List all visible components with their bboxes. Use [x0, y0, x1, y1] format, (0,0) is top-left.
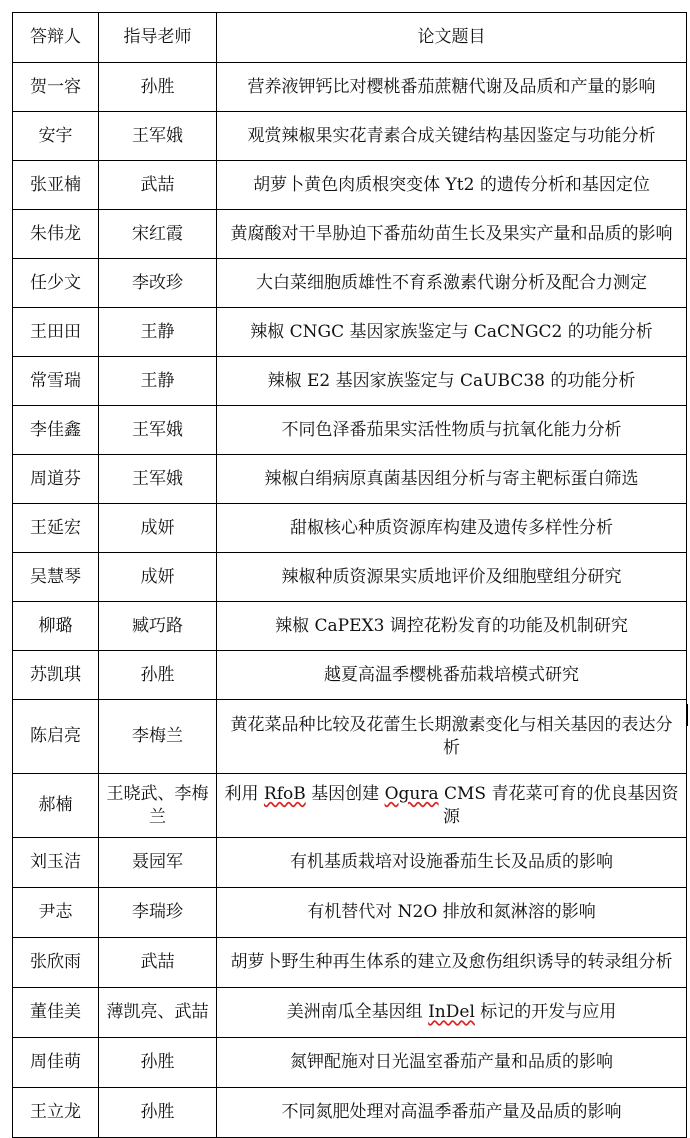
table-row	[13, 700, 687, 774]
title-cell: 不同氮肥处理对高温季番茄产量及品质的影响	[217, 1088, 687, 1138]
advisor-cell: 薄凯亮、武喆	[99, 988, 217, 1038]
title-cell: 辣椒 E2 基因家族鉴定与 CaUBC38 的功能分析	[217, 357, 687, 406]
title-cell: 辣椒白绢病原真菌基因组分析与寄主靶标蛋白筛选	[217, 455, 687, 504]
table-row	[13, 838, 687, 888]
table-row	[13, 988, 687, 1038]
advisor-cell: 孙胜	[99, 651, 217, 700]
defender-cell: 陈启亮	[13, 700, 99, 774]
title-cell: 有机替代对 N2O 排放和氮淋溶的影响	[217, 888, 687, 938]
defender-cell: 任少文	[13, 259, 99, 308]
defender-cell: 贺一容	[13, 63, 99, 112]
table-row	[13, 112, 687, 161]
defender-cell: 周佳萌	[13, 1038, 99, 1088]
advisor-cell: 李瑞珍	[99, 888, 217, 938]
defender-cell: 张亚楠	[13, 161, 99, 210]
advisor-cell: 武喆	[99, 938, 217, 988]
advisor-cell: 王静	[99, 308, 217, 357]
advisor-cell: 成妍	[99, 504, 217, 553]
table-row	[13, 1088, 687, 1138]
spellcheck-word: InDel	[428, 1002, 475, 1022]
defender-cell: 董佳美	[13, 988, 99, 1038]
title-cell: 辣椒 CNGC 基因家族鉴定与 CaCNGC2 的功能分析	[217, 308, 687, 357]
title-cell: 大白菜细胞质雄性不育系激素代谢分析及配合力测定	[217, 259, 687, 308]
title-text: 利用	[224, 783, 264, 804]
spellcheck-word: RfoB	[263, 783, 306, 804]
table-row	[13, 259, 687, 308]
table-row	[13, 455, 687, 504]
title-cell: 黄腐酸对干旱胁迫下番茄幼苗生长及果实产量和品质的影响	[217, 210, 687, 259]
title-cell	[217, 774, 687, 838]
advisor-cell: 李梅兰	[99, 700, 217, 774]
table-row	[13, 161, 687, 210]
defender-cell: 安宇	[13, 112, 99, 161]
advisor-cell: 宋红霞	[99, 210, 217, 259]
title-cell: 营养液钾钙比对樱桃番茄蔗糖代谢及品质和产量的影响	[217, 63, 687, 112]
defender-cell: 朱伟龙	[13, 210, 99, 259]
advisor-cell: 武喆	[99, 161, 217, 210]
title-cell: 胡萝卜野生种再生体系的建立及愈伤组织诱导的转录组分析	[217, 938, 687, 988]
defender-cell: 李佳鑫	[13, 406, 99, 455]
title-cell: 辣椒 CaPEX3 调控花粉发育的功能及机制研究	[217, 602, 687, 651]
advisor-cell: 孙胜	[99, 63, 217, 112]
thesis-defense-table	[12, 12, 687, 1138]
header-title: 论文题目	[217, 13, 687, 63]
defender-cell: 尹志	[13, 888, 99, 938]
advisor-cell: 王晓武、李梅兰	[99, 774, 217, 838]
advisor-cell: 孙胜	[99, 1088, 217, 1138]
table-row	[13, 1038, 687, 1088]
table-row	[13, 938, 687, 988]
defender-cell: 苏凯琪	[13, 651, 99, 700]
header-row	[13, 13, 687, 63]
advisor-cell: 李改珍	[99, 259, 217, 308]
title-cell: 越夏高温季樱桃番茄栽培模式研究	[217, 651, 687, 700]
table-row	[13, 357, 687, 406]
advisor-cell: 王军娥	[99, 112, 217, 161]
defender-cell: 周道芬	[13, 455, 99, 504]
title-cell	[217, 988, 687, 1038]
defender-cell: 王立龙	[13, 1088, 99, 1138]
advisor-cell: 王军娥	[99, 406, 217, 455]
title-cell: 观赏辣椒果实花青素合成关键结构基因鉴定与功能分析	[217, 112, 687, 161]
table-row	[13, 504, 687, 553]
title-text: 美洲南瓜全基因组	[286, 1002, 429, 1022]
header-advisor: 指导老师	[99, 13, 217, 63]
table-row	[13, 406, 687, 455]
title-cell: 甜椒核心种质资源库构建及遗传多样性分析	[217, 504, 687, 553]
title-cell: 胡萝卜黄色肉质根突变体 Yt2 的遗传分析和基因定位	[217, 161, 687, 210]
table-row	[13, 651, 687, 700]
advisor-cell: 王静	[99, 357, 217, 406]
title-cell: 辣椒种质资源果实质地评价及细胞壁组分研究	[217, 553, 687, 602]
title-cell: 氮钾配施对日光温室番茄产量和品质的影响	[217, 1038, 687, 1088]
table-row	[13, 308, 687, 357]
advisor-cell: 聂园军	[99, 838, 217, 888]
defender-cell: 王田田	[13, 308, 99, 357]
title-text: CMS 青花菜可育的优良基因资源	[438, 783, 679, 827]
table-row	[13, 553, 687, 602]
advisor-cell: 成妍	[99, 553, 217, 602]
title-cell: 黄花菜品种比较及花蕾生长期激素变化与相关基因的表达分析	[217, 700, 687, 774]
advisor-cell: 臧巧路	[99, 602, 217, 651]
defender-cell: 郝楠	[13, 774, 99, 838]
title-cell: 不同色泽番茄果实活性物质与抗氧化能力分析	[217, 406, 687, 455]
table-row	[13, 210, 687, 259]
table-row	[13, 774, 687, 838]
defender-cell: 常雪瑞	[13, 357, 99, 406]
title-text: 标记的开发与应用	[474, 1002, 617, 1022]
defender-cell: 王延宏	[13, 504, 99, 553]
defender-cell: 张欣雨	[13, 938, 99, 988]
text-cursor	[686, 704, 688, 726]
table-row	[13, 63, 687, 112]
advisor-cell: 孙胜	[99, 1038, 217, 1088]
defender-cell: 柳璐	[13, 602, 99, 651]
defender-cell: 刘玉洁	[13, 838, 99, 888]
advisor-cell: 王军娥	[99, 455, 217, 504]
spellcheck-word: Ogura	[384, 783, 439, 804]
table-row	[13, 888, 687, 938]
title-cell: 有机基质栽培对设施番茄生长及品质的影响	[217, 838, 687, 888]
table-row	[13, 602, 687, 651]
title-text: 基因创建	[305, 783, 385, 804]
defender-cell: 吴慧琴	[13, 553, 99, 602]
header-defender: 答辩人	[13, 13, 99, 63]
